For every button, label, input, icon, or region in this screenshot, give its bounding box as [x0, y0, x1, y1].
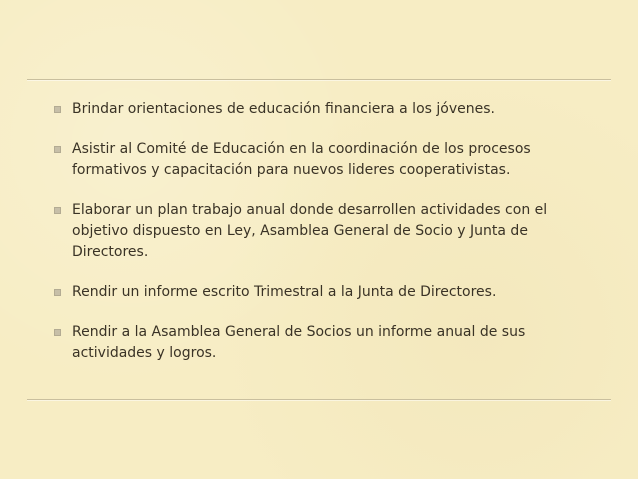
bullet-text: Brindar orientaciones de educación financiera a los jóvenes.: [72, 101, 495, 117]
bullet-item: [51, 282, 571, 303]
bullet-item: [51, 139, 571, 181]
square-bullet-icon: [54, 329, 61, 336]
bullet-text: Asistir al Comité de Educación en la coordinación de los procesos formativos y capacitación para nuevos lideres cooperativistas.: [72, 141, 531, 178]
bullet-list: [51, 99, 571, 364]
bottom-divider: [27, 399, 611, 400]
bullet-text: Elaborar un plan trabajo anual donde desarrollen actividades con el objetivo dispuesto en Ley, Asamblea General de Socio y Junta de Directores.: [72, 202, 548, 260]
bullet-item: [51, 99, 571, 120]
square-bullet-icon: [54, 106, 61, 113]
square-bullet-icon: [54, 146, 61, 153]
square-bullet-icon: [54, 207, 61, 214]
top-divider: [27, 79, 611, 80]
bullet-item: [51, 200, 571, 263]
bullet-text: Rendir un informe escrito Trimestral a la Junta de Directores.: [72, 284, 497, 300]
square-bullet-icon: [54, 289, 61, 296]
bullet-item: [51, 322, 571, 364]
bullet-text: Rendir a la Asamblea General de Socios un informe anual de sus actividades y logros.: [72, 324, 526, 361]
